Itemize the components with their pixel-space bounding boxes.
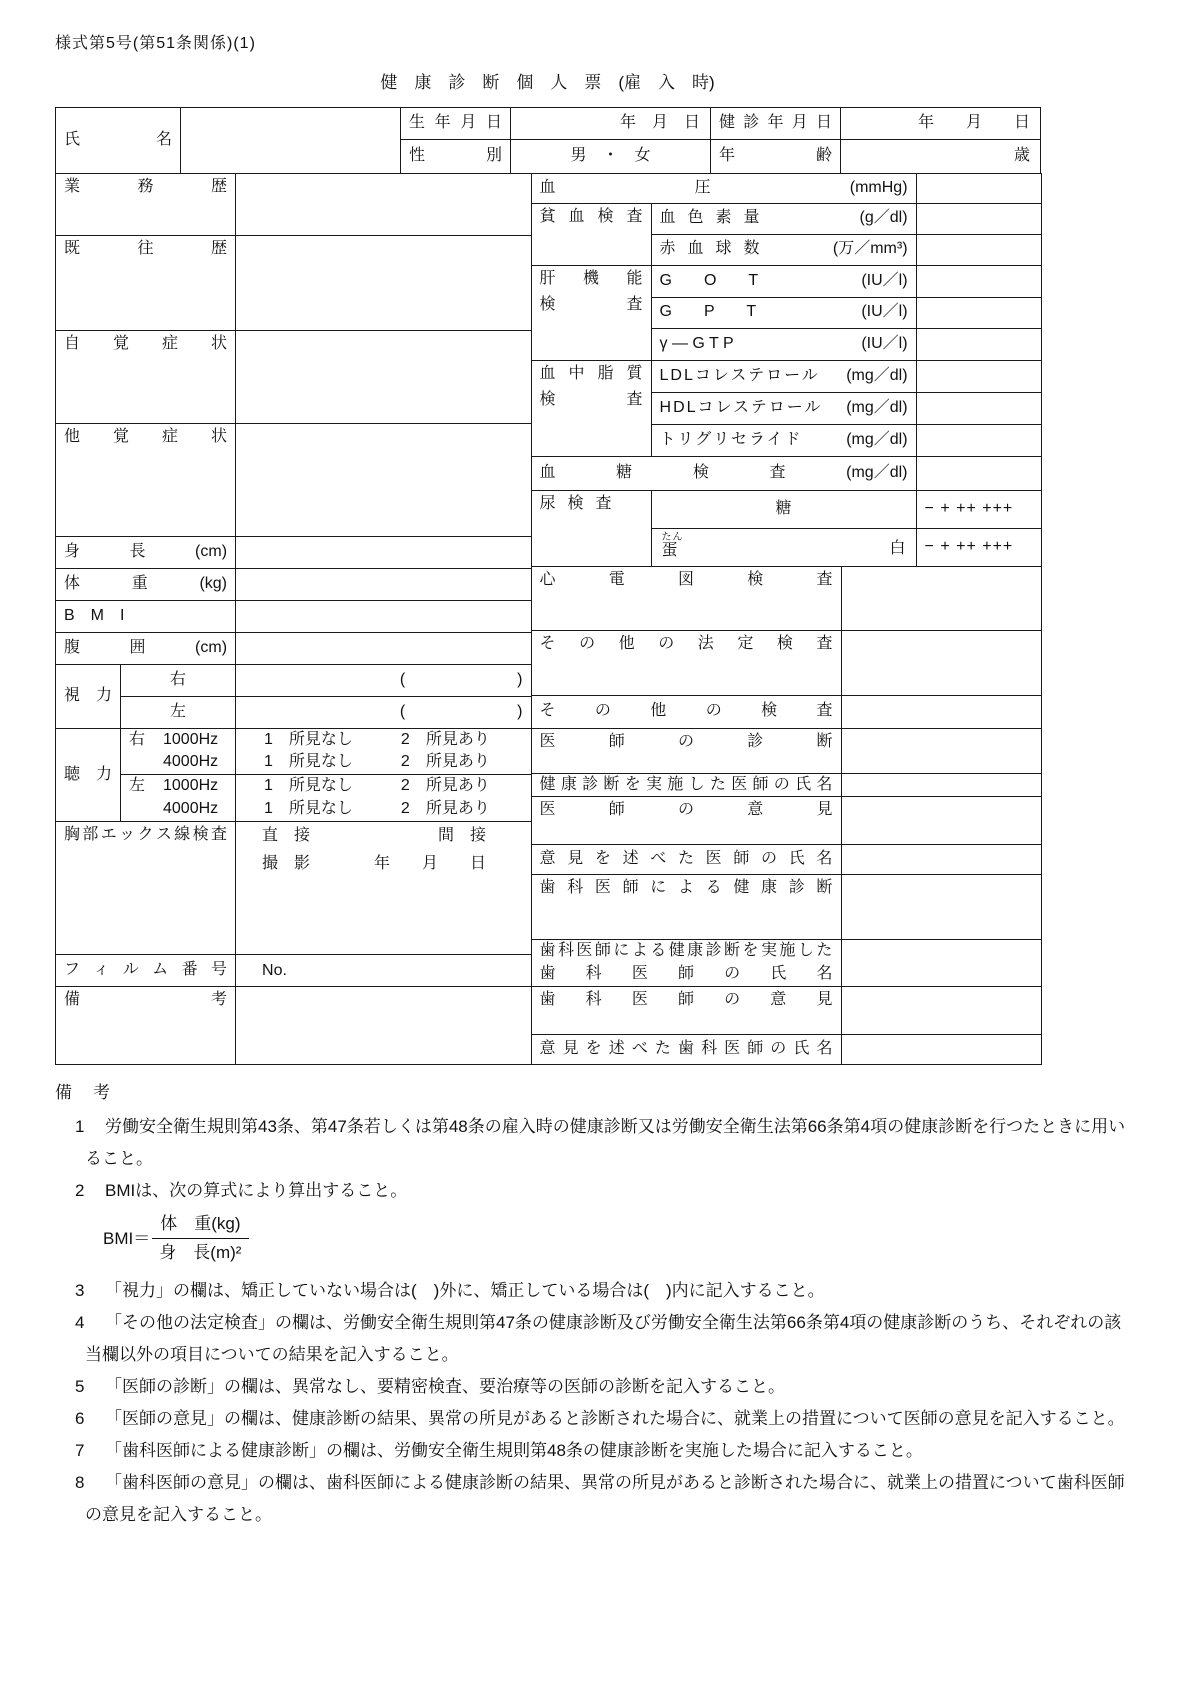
hdl-label: HDLコレステロール xyxy=(659,398,823,416)
name-input-cell[interactable] xyxy=(181,108,401,173)
blood-lipid-label-line2: 検 査 xyxy=(539,391,643,409)
doctor-diagnosis-label-cell xyxy=(531,728,841,773)
hearing-left-label: 左 xyxy=(129,777,146,795)
urine-sugar-label-cell xyxy=(651,490,916,528)
gpt-input-cell[interactable] xyxy=(916,297,1041,328)
blood-sugar-label-cell xyxy=(531,456,916,490)
bmi-formula-numerator: 体 重(kg) xyxy=(152,1213,248,1239)
hearing-left-1000-options-cell[interactable] xyxy=(236,775,531,798)
weight-label: 体 重 (kg) xyxy=(64,574,227,592)
note-1 xyxy=(55,1111,1126,1175)
dental-doctor-name-label-line1: 歯 科 医 師 に よ る 健 康 診 断 を 実 施 し た xyxy=(539,942,833,960)
dental-opinion-label: 歯 科 医 師 の 意 見 xyxy=(539,991,833,1009)
got-input-cell[interactable] xyxy=(916,265,1041,297)
past-history-label-cell xyxy=(56,235,236,330)
anemia-test-label: 貧 血 検 査 xyxy=(539,207,643,225)
film-number-label-cell xyxy=(56,955,236,987)
vision-right-input-cell[interactable] xyxy=(236,664,531,696)
note-4-number: 4 xyxy=(75,1312,85,1332)
ldl-unit: (mg／dl) xyxy=(846,366,908,384)
waist-input-cell[interactable] xyxy=(236,632,531,664)
page-title: 健 康 診 断 個 人 票 (雇 入 時) xyxy=(380,73,715,92)
other-tests-input-cell[interactable] xyxy=(841,695,1041,728)
blood-pressure-label: 血 圧 (mmHg) xyxy=(539,178,908,196)
subjective-symptoms-label-cell xyxy=(56,330,236,423)
urine-protein-label xyxy=(652,531,916,563)
vision-label-cell xyxy=(56,664,121,728)
hearing-right-4000-options: 1 所見なし 2 所見あり xyxy=(264,753,490,771)
bmi-formula-denominator: 身 長(m)² xyxy=(159,1243,242,1263)
gamma-gtp-label: γ ― G T P xyxy=(659,334,734,352)
note-2-text: BMIは、次の算式により算出すること。 xyxy=(105,1181,408,1201)
hemoglobin-unit: (g／dl) xyxy=(859,209,908,227)
hearing-right-label: 右 xyxy=(129,730,146,748)
doctor-diagnosis-input-cell[interactable] xyxy=(841,728,1041,773)
form-body xyxy=(55,173,1040,1066)
exam-date-value: 年 月 日 xyxy=(917,114,1030,132)
urine-protein-char2: 白 xyxy=(889,540,906,558)
bmi-label-cell xyxy=(56,600,236,632)
height-input-cell[interactable] xyxy=(236,536,531,568)
note-5-text: 「医師の診断」の欄は、異常なし、要精密検査、要治療等の医師の診断を記入すること。 xyxy=(105,1376,785,1396)
blood-lipid-label-cell xyxy=(531,360,651,456)
note-8 xyxy=(55,1467,1126,1531)
dental-exam-label: 歯 科 医 師 に よ る 健 康 診 断 xyxy=(539,879,833,897)
hearing-label-cell xyxy=(56,728,121,822)
bmi-formula xyxy=(103,1213,1126,1264)
note-7-number: 7 xyxy=(75,1440,85,1460)
note-6-text: 「医師の意見」の欄は、健康診断の結果、異常の所見があると診断された場合に、就業上の措置について医師の意見を記入すること。 xyxy=(105,1408,1125,1428)
got-unit: (IU／l) xyxy=(861,271,908,289)
urine-sugar-result-cell[interactable] xyxy=(916,490,1041,528)
vision-right-label-cell xyxy=(121,664,236,696)
hearing-left-1000-options: 1 所見なし 2 所見あり xyxy=(264,777,490,795)
doctor-diagnosis-label: 医 師 の 診 断 xyxy=(539,732,833,750)
remarks-section xyxy=(55,1078,1126,1530)
note-2 xyxy=(55,1175,1126,1207)
birthdate-label-cell xyxy=(401,108,511,140)
urine-protein-scale: − + ++ +++ xyxy=(924,537,1014,555)
dental-doctor-name-input-cell[interactable] xyxy=(841,940,1041,987)
doctor-opinion-input-cell[interactable] xyxy=(841,797,1041,845)
remarks-row-label: 備 考 xyxy=(64,991,228,1009)
liver-function-label-cell xyxy=(531,265,651,360)
opinion-doctor-name-input-cell[interactable] xyxy=(841,845,1041,875)
vision-left-label: 左 xyxy=(170,702,187,720)
urine-protein-ruby: たん xyxy=(661,531,684,543)
opinion-doctor-name-label: 意 見 を 述 べ た 医 師 の 氏 名 xyxy=(539,850,833,868)
triglyceride-label-cell xyxy=(651,424,916,456)
gamma-gtp-label-cell xyxy=(651,328,916,360)
urine-protein-label-cell xyxy=(651,528,916,566)
blood-sugar-input-cell[interactable] xyxy=(916,456,1041,490)
hemoglobin-label: 血色素量 xyxy=(659,209,772,227)
dental-opinion-input-cell[interactable] xyxy=(841,987,1041,1035)
hearing-right-4000-label-cell xyxy=(121,751,236,774)
work-history-label: 業 務 歴 xyxy=(64,177,228,195)
right-column-table xyxy=(531,173,1042,1066)
examining-doctor-name-label: 健 康 診 断 を 実 施 し た 医 師 の 氏 名 xyxy=(539,775,833,793)
urine-test-label: 尿検査 xyxy=(539,494,624,512)
subjective-symptoms-label: 自 覚 症 状 xyxy=(64,334,228,352)
film-number-prefix: No. xyxy=(262,961,287,979)
vision-right-parens: ( ) xyxy=(399,670,523,688)
exam-date-value-cell[interactable] xyxy=(841,108,1041,140)
note-6 xyxy=(55,1403,1126,1435)
note-5 xyxy=(55,1371,1126,1403)
blood-pressure-label-cell xyxy=(531,173,916,203)
vision-right-label: 右 xyxy=(170,670,187,688)
blood-sugar-label: 血 糖 検 査 (mg／dl) xyxy=(539,463,908,481)
past-history-input-cell[interactable] xyxy=(236,235,531,330)
note-3-number: 3 xyxy=(75,1280,85,1300)
age-unit: 歳 xyxy=(1013,146,1030,164)
ecg-input-cell[interactable] xyxy=(841,566,1041,630)
note-3 xyxy=(55,1275,1126,1307)
urine-protein-char1: 蛋 xyxy=(661,542,678,560)
note-3-text: 「視力」の欄は、矯正していない場合は( )外に、矯正している場合は( )内に記入すること。 xyxy=(105,1280,825,1300)
bmi-formula-fraction xyxy=(152,1213,248,1264)
examining-doctor-name-label-cell xyxy=(531,773,841,797)
hemoglobin-label-cell xyxy=(651,203,916,234)
dental-opinion-label-cell xyxy=(531,987,841,1035)
hearing-left-4000-label-cell xyxy=(121,798,236,822)
dental-opinion-doctor-label-cell xyxy=(531,1035,841,1065)
waist-label-cell xyxy=(56,632,236,664)
hdl-label-cell xyxy=(651,392,916,424)
note-2-number: 2 xyxy=(75,1181,85,1201)
urine-sugar-label: 糖 xyxy=(775,499,792,517)
chest-xray-label-cell xyxy=(56,822,236,955)
name-label-cell xyxy=(56,108,181,173)
triglyceride-label: トリグリセライド xyxy=(659,430,803,448)
age-value-cell[interactable] xyxy=(841,140,1041,173)
note-4 xyxy=(55,1307,1126,1371)
note-1-number: 1 xyxy=(75,1117,85,1137)
exam-date-label: 健 診 年 月 日 xyxy=(719,114,832,132)
dental-doctor-name-label-cell xyxy=(531,940,841,987)
left-column-table xyxy=(55,173,531,1066)
past-history-label: 既 往 歴 xyxy=(64,239,228,257)
ecg-label: 心 電 図 検 査 xyxy=(539,570,833,588)
sex-label: 性 別 xyxy=(409,146,502,164)
waist-label: 腹 囲 (cm) xyxy=(64,638,228,656)
red-blood-cell-unit: (万／mm³) xyxy=(832,240,908,258)
vision-left-parens: ( ) xyxy=(399,702,523,720)
doctor-opinion-label-cell xyxy=(531,797,841,845)
form-number: 様式第5号(第51条関係)(1) xyxy=(55,35,256,52)
ldl-input-cell[interactable] xyxy=(916,360,1041,392)
other-legal-tests-label: そ の 他 の 法 定 検 査 xyxy=(539,634,833,652)
note-7-text: 「歯科医師による健康診断」の欄は、労働安全衛生規則第48条の健康診断を実施した場合に記入すること。 xyxy=(105,1440,923,1460)
ldl-label: LDLコレステロール xyxy=(659,366,820,384)
sex-label-cell xyxy=(401,140,511,173)
examining-doctor-name-input-cell[interactable] xyxy=(841,773,1041,797)
hearing-right-1000-options: 1 所見なし 2 所見あり xyxy=(264,730,490,748)
hdl-unit: (mg／dl) xyxy=(846,398,908,416)
liver-function-label-line1: 肝 機 能 xyxy=(539,269,643,287)
dental-exam-label-cell xyxy=(531,875,841,940)
chest-xray-shooting-date: 撮 影 年 月 日 xyxy=(262,855,487,873)
gamma-gtp-unit: (IU／l) xyxy=(861,334,908,352)
note-6-number: 6 xyxy=(75,1408,85,1428)
gpt-unit: (IU／l) xyxy=(861,303,908,321)
bmi-formula-lhs: BMI＝ xyxy=(103,1228,151,1248)
other-tests-label: そ の 他 の 検 査 xyxy=(539,702,833,720)
note-4-text: 「その他の法定検査」の欄は、労働安全衛生規則第47条の健康診断及び労働安全衛生法第66条第4項の健康診断のうち、それぞれの該当欄以外の項目についての結果を記入すること。 xyxy=(85,1312,1122,1364)
hearing-left-4000-options: 1 所見なし 2 所見あり xyxy=(264,800,490,818)
hearing-right-4000-freq: 4000Hz xyxy=(163,753,219,771)
gpt-label-cell xyxy=(651,297,916,328)
ecg-label-cell xyxy=(531,566,841,630)
objective-symptoms-input-cell[interactable] xyxy=(236,423,531,536)
name-label: 氏 名 xyxy=(64,130,172,148)
other-legal-tests-input-cell[interactable] xyxy=(841,630,1041,695)
sex-value: 男 ・ 女 xyxy=(570,146,651,164)
birthdate-value: 年 月 日 xyxy=(619,114,700,132)
film-number-label: フ ィ ル ム 番 号 xyxy=(64,961,227,979)
bmi-label: B M I xyxy=(64,606,125,624)
hearing-label: 聴 力 xyxy=(64,765,112,783)
other-legal-tests-label-cell xyxy=(531,630,841,695)
subjective-symptoms-input-cell[interactable] xyxy=(236,330,531,423)
birthdate-label: 生 年 月 日 xyxy=(409,114,502,132)
bmi-input-cell[interactable] xyxy=(236,600,531,632)
chest-xray-label: 胸 部 エ ッ ク ス 線 検 査 xyxy=(64,826,228,844)
dental-doctor-name-label-line2: 歯 科 医 師 の 氏 名 xyxy=(539,965,833,983)
objective-symptoms-label: 他 覚 症 状 xyxy=(64,427,228,445)
height-label: 身 長 (cm) xyxy=(64,542,228,560)
got-label-cell xyxy=(651,265,916,297)
anemia-test-label-cell xyxy=(531,203,651,265)
opinion-doctor-name-label-cell xyxy=(531,845,841,875)
vision-left-input-cell[interactable] xyxy=(236,696,531,728)
urine-test-label-cell xyxy=(531,490,651,566)
hearing-left-4000-freq: 4000Hz xyxy=(163,800,219,818)
weight-label-cell xyxy=(56,568,236,600)
work-history-input-cell[interactable] xyxy=(236,173,531,235)
chest-xray-direct-indirect: 直 接 間 接 xyxy=(262,827,487,845)
objective-symptoms-label-cell xyxy=(56,423,236,536)
vision-left-label-cell xyxy=(121,696,236,728)
urine-sugar-scale: − + ++ +++ xyxy=(924,499,1014,517)
note-8-number: 8 xyxy=(75,1472,85,1492)
urine-protein-result-cell[interactable] xyxy=(916,528,1041,566)
red-blood-cell-input-cell[interactable] xyxy=(916,234,1041,265)
hearing-left-1000-freq: 1000Hz xyxy=(163,777,219,795)
hearing-left-4000-options-cell[interactable] xyxy=(236,798,531,822)
note-1-text: 労働安全衛生規則第43条、第47条若しくは第48条の雇入時の健康診断又は労働安全衛生法第66条第4項の健康診断を行つたときに用いること。 xyxy=(85,1117,1126,1169)
chest-xray-input-cell[interactable] xyxy=(236,822,531,955)
hemoglobin-input-cell[interactable] xyxy=(916,203,1041,234)
triglyceride-unit: (mg／dl) xyxy=(846,430,908,448)
header-table xyxy=(55,107,1041,173)
dental-opinion-doctor-label: 意 見 を 述 べ た 歯 科 医 師 の 氏 名 xyxy=(539,1040,833,1058)
remarks-row-input-cell[interactable] xyxy=(236,987,531,1065)
age-label: 年 齢 xyxy=(719,146,832,164)
film-number-input-cell[interactable] xyxy=(236,955,531,987)
doctor-opinion-label: 医 師 の 意 見 xyxy=(539,801,833,819)
exam-date-label-cell xyxy=(711,108,841,140)
birthdate-value-cell[interactable] xyxy=(511,108,711,140)
hearing-right-1000-options-cell[interactable] xyxy=(236,728,531,751)
got-label: G O T xyxy=(659,271,759,289)
hearing-right-4000-options-cell[interactable] xyxy=(236,751,531,774)
ldl-label-cell xyxy=(651,360,916,392)
hearing-right-1000-freq: 1000Hz xyxy=(163,730,219,748)
other-tests-label-cell xyxy=(531,695,841,728)
note-5-number: 5 xyxy=(75,1376,85,1396)
blood-lipid-label-line1: 血 中 脂 質 xyxy=(539,364,643,382)
height-label-cell xyxy=(56,536,236,568)
blood-pressure-input-cell[interactable] xyxy=(916,173,1041,203)
gpt-label: G P T xyxy=(659,303,757,321)
age-label-cell xyxy=(711,140,841,173)
vision-label: 視 力 xyxy=(64,686,112,704)
note-8-text: 「歯科医師の意見」の欄は、歯科医師による健康診断の結果、異常の所見があると診断された場合に、就業上の措置について歯科医師の意見を記入すること。 xyxy=(85,1472,1125,1524)
red-blood-cell-label: 赤血球数 xyxy=(659,240,772,258)
remarks-row-label-cell xyxy=(56,987,236,1065)
gamma-gtp-input-cell[interactable] xyxy=(916,328,1041,360)
hdl-input-cell[interactable] xyxy=(916,392,1041,424)
triglyceride-input-cell[interactable] xyxy=(916,424,1041,456)
dental-opinion-doctor-input-cell[interactable] xyxy=(841,1035,1041,1065)
weight-input-cell[interactable] xyxy=(236,568,531,600)
dental-exam-input-cell[interactable] xyxy=(841,875,1041,940)
note-7 xyxy=(55,1435,1126,1467)
hearing-left-1000-label-cell xyxy=(121,775,236,798)
liver-function-label-line2: 検 査 xyxy=(539,296,643,314)
red-blood-cell-label-cell xyxy=(651,234,916,265)
work-history-label-cell xyxy=(56,173,236,235)
hearing-right-1000-label-cell xyxy=(121,728,236,751)
sex-value-cell[interactable] xyxy=(511,140,711,173)
remarks-heading: 備 考 xyxy=(55,1083,112,1103)
